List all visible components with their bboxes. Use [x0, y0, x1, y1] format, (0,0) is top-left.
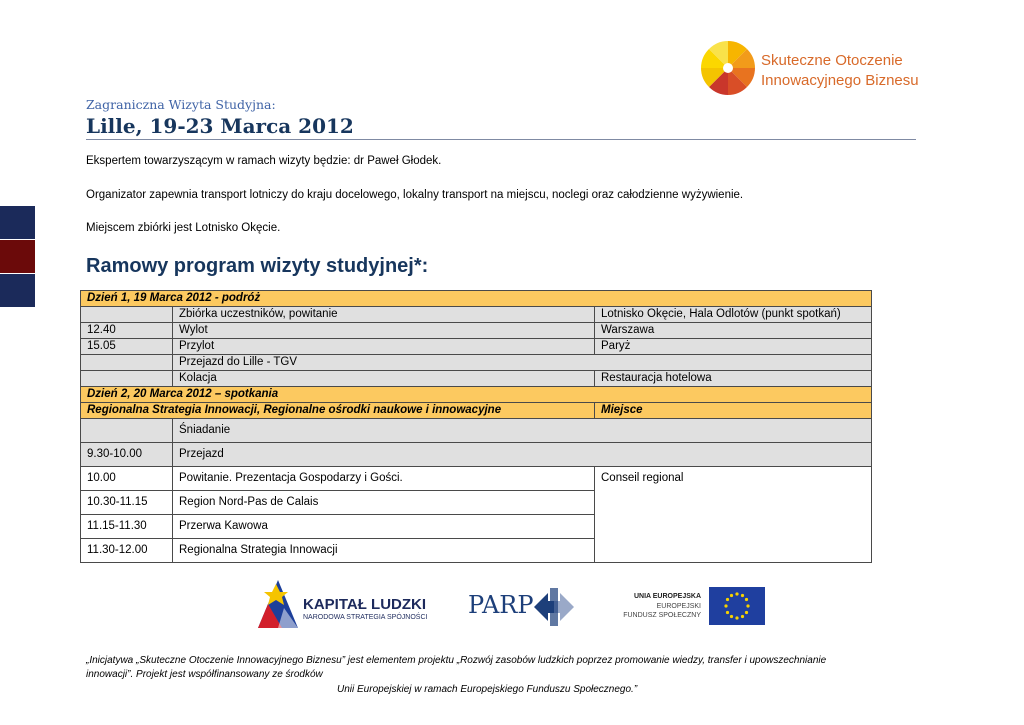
- day-row: [81, 291, 872, 307]
- kapital-ludzki-emblem-icon: [254, 578, 302, 634]
- time-cell: [81, 419, 173, 443]
- title-divider: [86, 139, 916, 140]
- time-cell: 11.30-12.00: [81, 539, 173, 563]
- place-cell: Conseil regional: [595, 467, 872, 563]
- side-mark-navy-top: [0, 206, 35, 239]
- logo-line-2: Innowacyjnego Biznesu: [761, 72, 919, 89]
- activity-cell: Region Nord-Pas de Calais: [173, 491, 595, 515]
- time-cell: [81, 355, 173, 371]
- place-cell: Warszawa: [595, 323, 872, 339]
- place-header-cell: Miejsce: [595, 403, 872, 419]
- document-title: Lille, 19-23 Marca 2012: [86, 114, 354, 138]
- activity-cell: Regionalna Strategia Innowacji: [173, 539, 595, 563]
- parp-arrows-icon: [534, 588, 574, 626]
- eu-logo-line-1: UNIA EUROPEJSKA: [633, 593, 701, 600]
- table-row: [81, 355, 872, 371]
- activity-cell: Zbiórka uczestników, powitanie: [173, 307, 595, 323]
- logo-line-1: Skuteczne Otoczenie: [761, 52, 903, 69]
- table-row: [81, 443, 872, 467]
- side-mark-maroon: [0, 240, 35, 273]
- parp-logo-text: PARP: [468, 591, 534, 619]
- time-cell: 11.15-11.30: [81, 515, 173, 539]
- eu-flag-icon: [709, 587, 765, 625]
- day-label: Dzień 1, 19 Marca 2012 - podróż: [81, 291, 872, 307]
- time-cell: 9.30-10.00: [81, 443, 173, 467]
- kapital-ludzki-subtitle: NARODOWA STRATEGIA SPÓJNOŚCI: [303, 614, 428, 621]
- table-row: [81, 371, 872, 387]
- soib-logo: [700, 40, 930, 100]
- table-row: [81, 323, 872, 339]
- time-cell: [81, 371, 173, 387]
- topic-cell: Regionalna Strategia Innowacji, Regionalne ośrodki naukowe i innowacyjne: [81, 403, 595, 419]
- footer-line-1: „Inicjatywa „Skuteczne Otoczenie Innowacyjnego Biznesu” jest elementem projektu „Rozwój zasobów ludzkich poprzez promowanie wiedzy, transfer i upowszechnianie: [86, 655, 827, 666]
- activity-cell: Śniadanie: [173, 419, 872, 443]
- activity-cell: Wylot: [173, 323, 595, 339]
- activity-cell: Powitanie. Prezentacja Gospodarzy i Gości.: [173, 467, 595, 491]
- time-cell: 15.05: [81, 339, 173, 355]
- activity-cell: Przejazd: [173, 443, 872, 467]
- table-row: [81, 339, 872, 355]
- place-cell: Paryż: [595, 339, 872, 355]
- topic-row: [81, 403, 872, 419]
- day-row: [81, 387, 872, 403]
- side-mark-navy-bottom: [0, 274, 35, 307]
- activity-cell: Przerwa Kawowa: [173, 515, 595, 539]
- eu-logo-line-3: FUNDUSZ SPOŁECZNY: [623, 612, 701, 619]
- document-subtitle: Zagraniczna Wizyta Studyjna:: [86, 97, 276, 112]
- section-title: Ramowy program wizyty studyjnej*:: [86, 255, 429, 277]
- table-row: [81, 419, 872, 443]
- time-cell: 10.30-11.15: [81, 491, 173, 515]
- time-cell: [81, 307, 173, 323]
- paragraph-meeting-point: Miejscem zbiórki jest Lotnisko Okęcie.: [86, 222, 281, 234]
- eu-logo-line-2: EUROPEJSKI: [656, 603, 701, 610]
- time-cell: 12.40: [81, 323, 173, 339]
- table-row: [81, 467, 872, 491]
- kapital-ludzki-title: KAPITAŁ LUDZKI: [303, 596, 427, 613]
- place-cell: Lotnisko Okęcie, Hala Odlotów (punkt spotkań): [595, 307, 872, 323]
- activity-cell: Przylot: [173, 339, 595, 355]
- paragraph-expert: Ekspertem towarzyszącym w ramach wizyty będzie: dr Paweł Głodek.: [86, 155, 442, 167]
- program-table: [80, 290, 872, 563]
- activity-cell: Kolacja: [173, 371, 595, 387]
- day-label: Dzień 2, 20 Marca 2012 – spotkania: [81, 387, 872, 403]
- paragraph-organizer: Organizator zapewnia transport lotniczy do kraju docelowego, lokalny transport na miejscu, noclegi oraz całodzienne wyżywienie.: [86, 189, 744, 201]
- table-row: [81, 307, 872, 323]
- time-cell: 10.00: [81, 467, 173, 491]
- place-cell: Restauracja hotelowa: [595, 371, 872, 387]
- sun-flower-icon: [700, 40, 756, 96]
- footer-line-2: innowacji”. Projekt jest współfinansowany ze środków: [86, 669, 323, 680]
- footer-line-3: Unii Europejskiej w ramach Europejskiego Funduszu Społecznego.”: [337, 684, 638, 695]
- activity-cell: Przejazd do Lille - TGV: [173, 355, 872, 371]
